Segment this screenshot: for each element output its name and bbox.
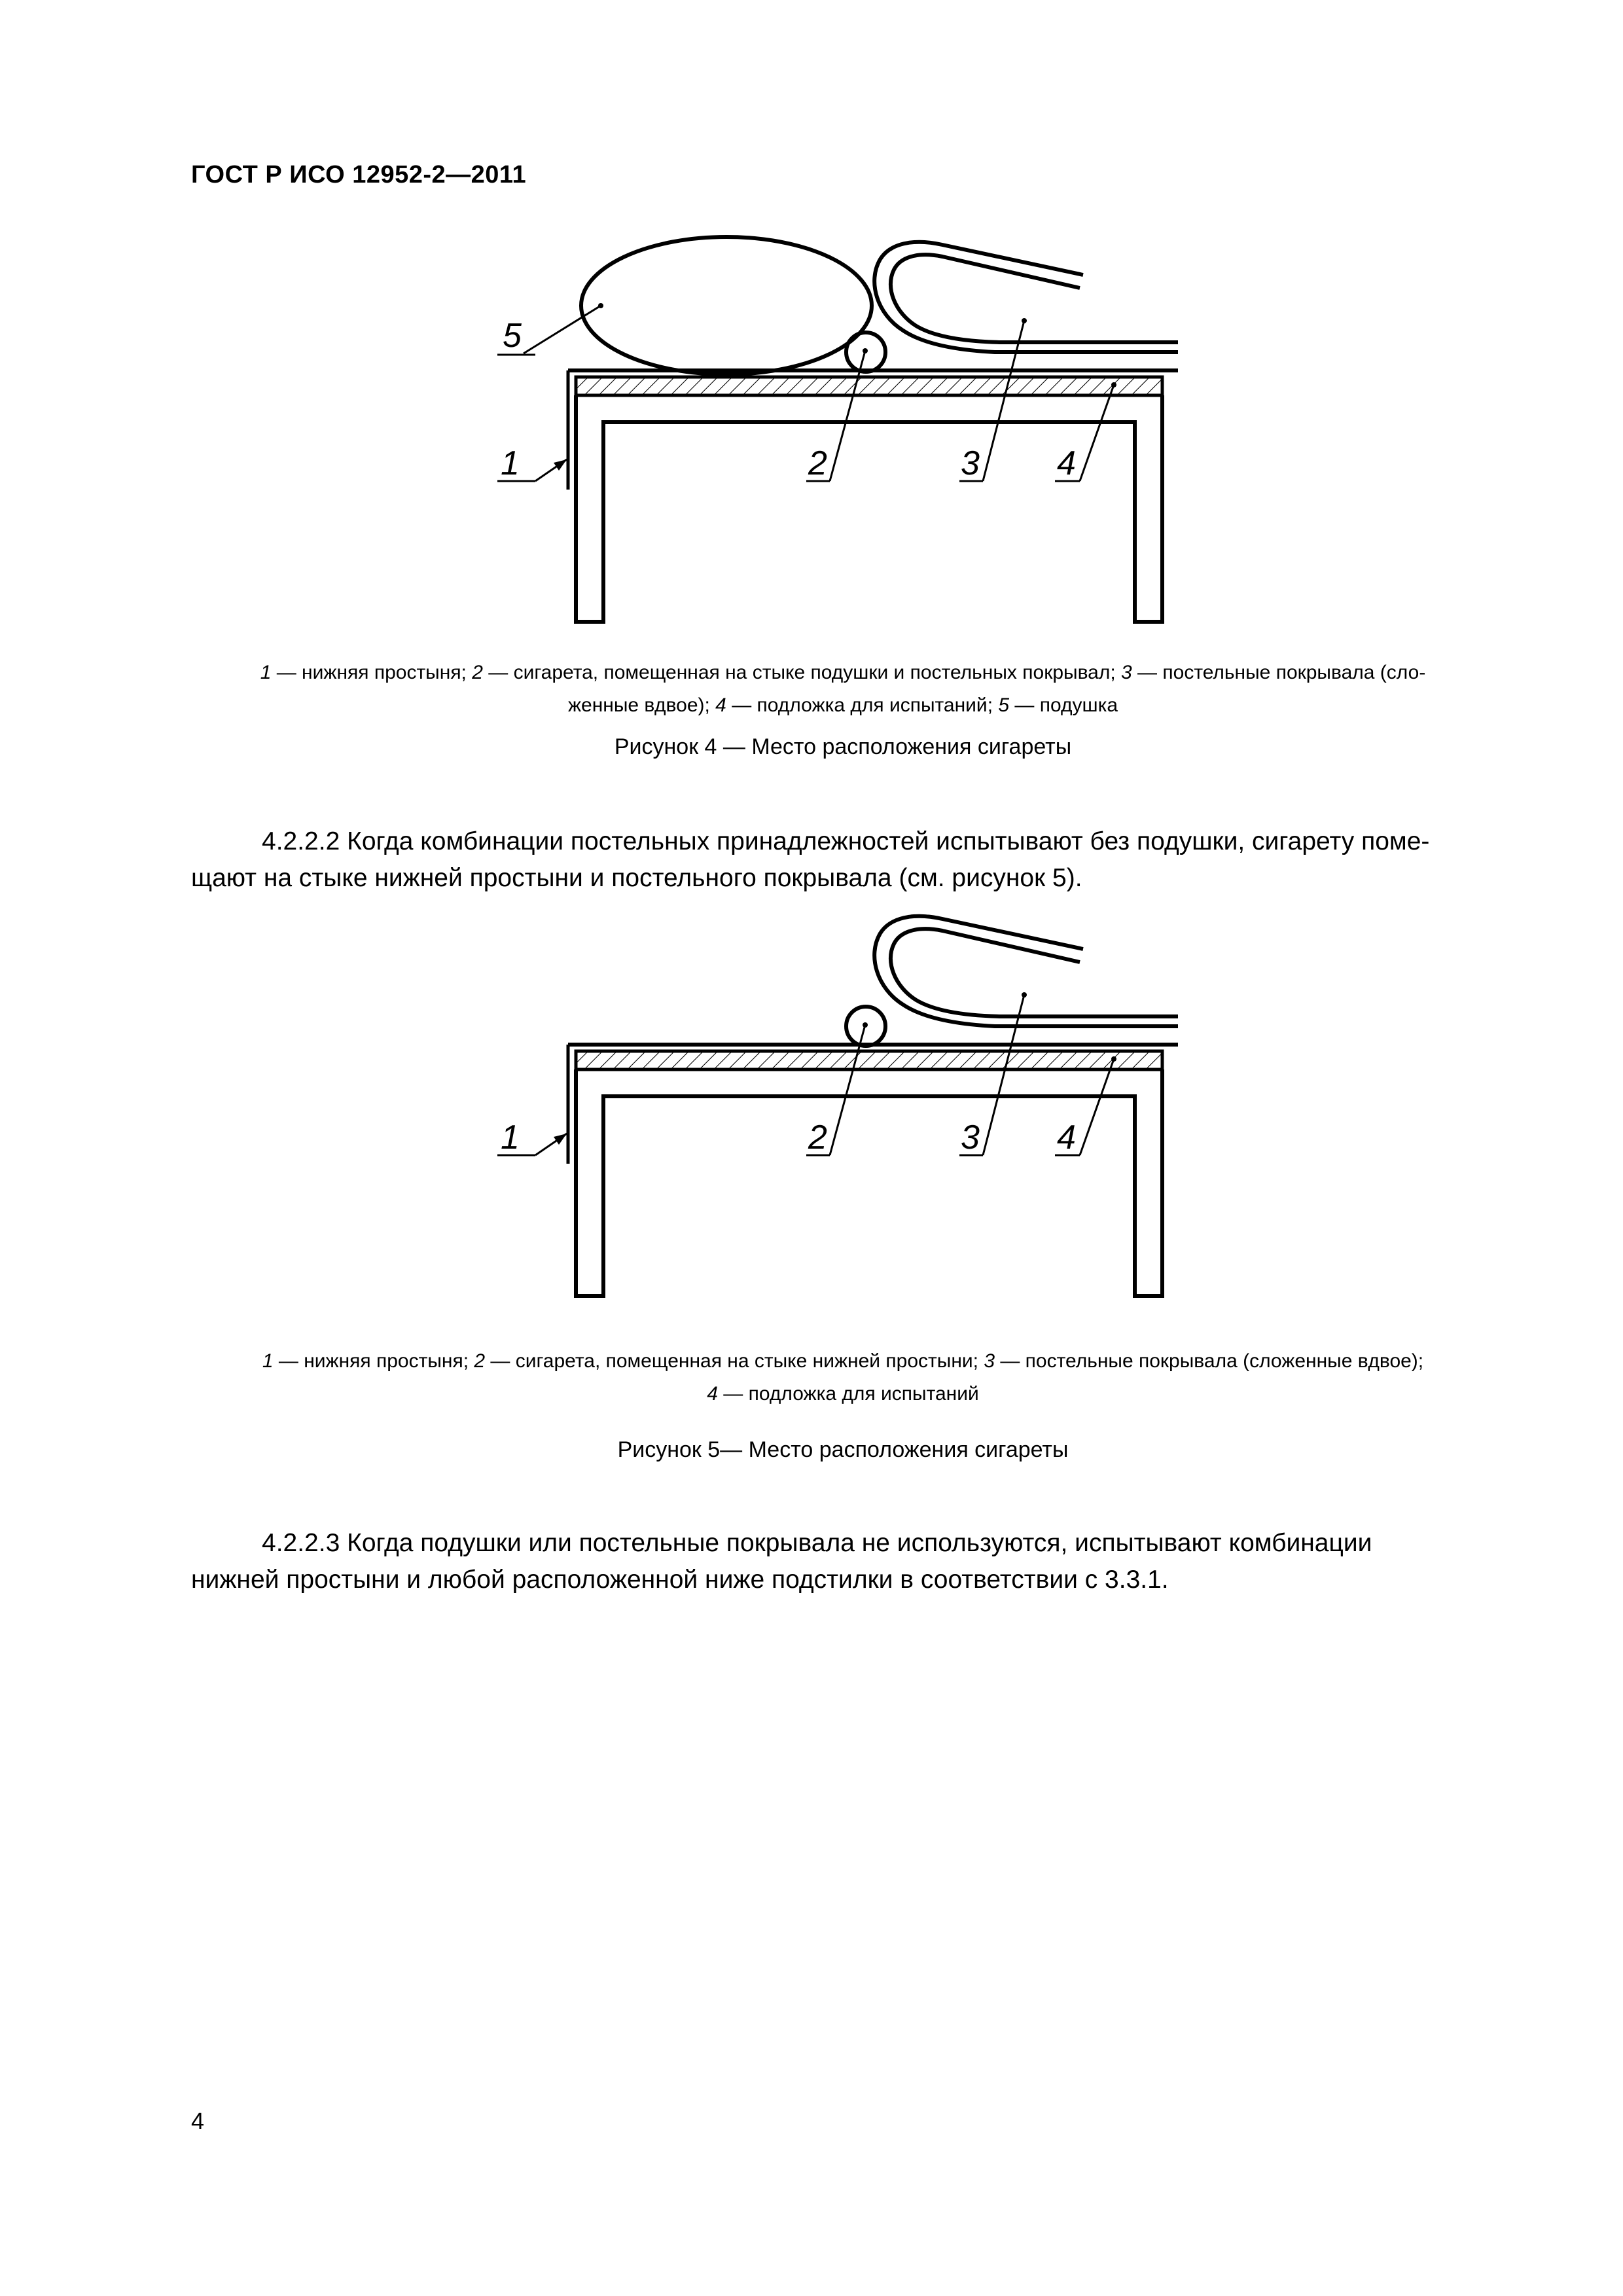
callout-3: 3 xyxy=(961,1119,980,1157)
figure-5-drawing xyxy=(0,890,1623,1335)
substrate-shape xyxy=(576,377,1162,395)
stand-shape xyxy=(576,395,1162,622)
figure-5 xyxy=(0,890,1623,1335)
callout-4: 4 xyxy=(1057,1119,1076,1157)
callout-5: 5 xyxy=(503,317,522,355)
substrate-shape xyxy=(576,1051,1162,1069)
figure-4-drawing xyxy=(0,216,1623,661)
paragraph-4-2-2-2: 4.2.2.2 Когда комбинации постельных принадлежностей испытывают без подушки, сигарету поме- щают на стыке нижней простыни и постельного покрывала (см. рисунок 5). xyxy=(191,827,1430,892)
bedcover-shape xyxy=(874,242,1178,352)
pillow-shape xyxy=(581,237,872,374)
figure-5-legend: 1 — нижняя простыня; 2 — сигарета, помещенная на стыке нижней простыни; 3 — постельные покрывала (сложенные вдвое); 4 — подложка для испытаний xyxy=(262,1350,1424,1405)
bedcover-shape xyxy=(874,916,1178,1026)
callout-1: 1 xyxy=(501,1119,520,1157)
page-number: 4 xyxy=(191,2108,205,2134)
document-header: ГОСТ Р ИСО 12952-2—2011 xyxy=(191,161,527,188)
callout-2: 2 xyxy=(808,444,827,482)
callout-1: 1 xyxy=(501,444,520,482)
figure-4-caption: Рисунок 4 — Место расположения сигареты xyxy=(614,734,1072,759)
paragraph-4-2-2-3: 4.2.2.3 Когда подушки или постельные покрывала не используются, испытывают комбинации нижней простыни и любой расположенной ниже подстилки в соответствии с 3.3.1. xyxy=(191,1529,1372,1594)
figure-5-caption: Рисунок 5— Место расположения сигареты xyxy=(617,1437,1069,1462)
figure-4-legend: 1 — нижняя простыня; 2 — сигарета, помещенная на стыке подушки и постельных покрывал; 3 — постельные покрывала (сло- женные вдвое); 4 — подложка для испытаний; 5 — подушка xyxy=(260,662,1426,716)
callout-4: 4 xyxy=(1057,444,1076,482)
stand-shape xyxy=(576,1069,1162,1296)
callout-3: 3 xyxy=(961,444,980,482)
callout-2: 2 xyxy=(808,1119,827,1157)
figure-4 xyxy=(0,216,1623,661)
